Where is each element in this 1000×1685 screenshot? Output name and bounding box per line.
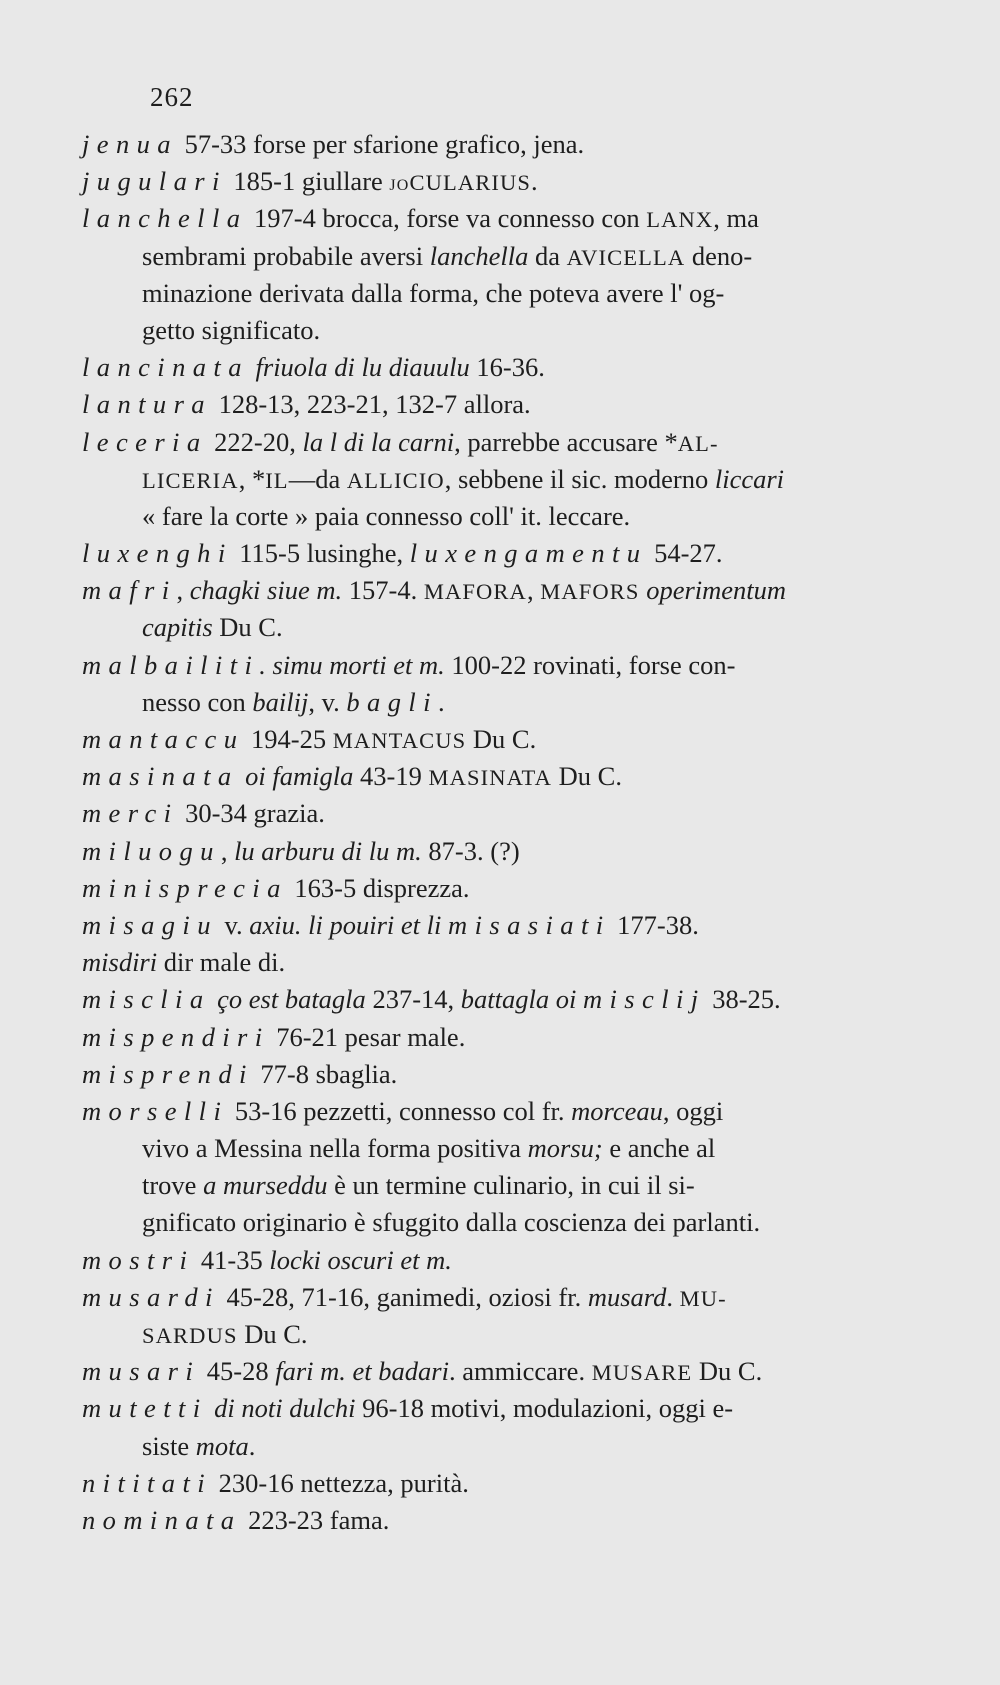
headword: misagiu — [82, 909, 218, 940]
text-run: 45-28, 71-16, ganimedi, oziosi fr. — [219, 1281, 588, 1312]
text-run: , oggi — [662, 1095, 724, 1126]
entry-line — [82, 907, 912, 944]
headword: mostri — [82, 1244, 195, 1275]
italic-text: capitis — [142, 612, 213, 643]
entry-continuation-line — [82, 1130, 912, 1167]
headword: jenua — [82, 129, 178, 159]
text-run: 38-25. — [705, 984, 781, 1015]
entry-line — [82, 163, 912, 200]
small-caps-text: AL- — [677, 430, 719, 456]
italic-text: bailij — [252, 686, 309, 717]
headword: nominata — [82, 1504, 242, 1535]
small-caps-text: MU- — [679, 1285, 727, 1311]
text-run: . — [666, 1281, 680, 1312]
italic-text: morceau — [571, 1095, 663, 1126]
headword: mispendiri — [82, 1021, 270, 1052]
text-run: 237-14, — [365, 984, 461, 1015]
entry-line — [82, 1390, 912, 1427]
entry-line — [82, 1353, 912, 1390]
entry-line — [82, 535, 912, 572]
italic-text: friuola di lu diauulu — [248, 352, 470, 383]
text-run: 115-5 lusinghe, — [232, 538, 410, 569]
headword: jugulari — [82, 166, 227, 197]
entry-continuation-line — [82, 275, 912, 312]
headword: misclia — [82, 984, 211, 1015]
italic-text: lanchella — [429, 240, 529, 271]
text-run: . ammiccare. — [448, 1356, 592, 1387]
text-run: 30-34 grazia. — [178, 798, 325, 829]
headword: luxenghi — [82, 538, 233, 569]
text-run: , — [220, 835, 235, 866]
small-caps-text: MUSARE — [591, 1360, 693, 1386]
small-caps-text: SARDUS — [142, 1323, 238, 1348]
headword: leceria — [82, 426, 208, 457]
text-run: da — [528, 240, 567, 271]
headword: musari — [82, 1356, 201, 1387]
italic-text: mota — [195, 1430, 249, 1461]
entry-line — [82, 1279, 912, 1316]
entry-line — [82, 833, 912, 870]
entry-line — [82, 758, 912, 795]
page-number: 262 — [150, 82, 194, 112]
text-run: 53-16 pezzetti, connesso col fr. — [228, 1095, 572, 1126]
headword: merci — [82, 798, 179, 829]
small-caps-text: LANX — [646, 207, 714, 233]
small-caps-text: MAFORA — [423, 579, 527, 605]
italic-text: . simu morti et m. — [259, 649, 445, 680]
text-run: 185-1 giullare — [226, 166, 390, 197]
italic-text: chagki siue m. — [189, 575, 343, 606]
headword: malbailiti — [82, 649, 260, 680]
headword: bagli — [346, 686, 438, 717]
small-caps-text: MANTACUS — [332, 728, 467, 753]
entry-continuation-line — [82, 1204, 912, 1241]
headword: masinata — [82, 761, 239, 792]
small-caps-text: IL — [265, 467, 289, 493]
text-run: , — [176, 575, 190, 606]
text-run: 197-4 brocca, forse va connesso con — [247, 203, 647, 234]
text-run: vivo a Messina nella forma positiva — [142, 1133, 528, 1164]
headword: lantura — [82, 389, 212, 420]
italic-text: di noti dulchi — [207, 1393, 356, 1424]
glossary-entries — [82, 126, 912, 1539]
entry-line — [82, 572, 912, 609]
entry-line — [82, 200, 912, 237]
entry-continuation-line — [82, 1316, 912, 1353]
text-run: deno- — [685, 240, 753, 271]
headword: luxengamentu — [409, 538, 648, 569]
entry-line — [82, 944, 912, 981]
text-run: Du C. — [466, 724, 537, 754]
text-run: 41-35 — [194, 1244, 270, 1275]
text-run: 163-5 disprezza. — [287, 872, 470, 903]
text-run: . — [531, 166, 538, 197]
text-run: sembrami probabile aversi — [142, 240, 430, 271]
headword: miluogu — [82, 835, 221, 866]
text-run: Du C. — [552, 761, 622, 792]
text-run: 194-25 — [244, 724, 333, 754]
text-run: gnificato originario è sfuggito dalla coscienza dei parlanti. — [142, 1207, 761, 1238]
text-run: getto significato. — [142, 314, 321, 345]
italic-text: oi famigla — [238, 761, 354, 792]
text-run: 76-21 pesar male. — [269, 1021, 466, 1052]
text-run: dir male di. — [157, 947, 286, 978]
text-run: 57-33 forse per sfarione grafico, jena. — [177, 129, 585, 159]
italic-text: liccari — [714, 463, 785, 494]
text-run: e anche al — [602, 1133, 716, 1164]
entry-line — [82, 386, 912, 423]
text-run: 87-3. (?) — [421, 835, 520, 866]
entry-line — [82, 647, 912, 684]
text-run: 45-28 — [200, 1356, 276, 1387]
headword: misasiati — [448, 909, 611, 940]
entry-line — [82, 126, 912, 163]
entry-line — [82, 1242, 912, 1279]
text-run: 43-19 — [353, 761, 429, 792]
italic-text: misdiri — [82, 947, 158, 978]
headword: lanchella — [82, 203, 248, 234]
entry-line — [82, 1502, 912, 1539]
italic-text: axiu. li pouiri et li — [249, 909, 442, 940]
entry-line — [82, 870, 912, 907]
text-run: , sebbene il sic. moderno — [444, 463, 715, 494]
entry-continuation-line — [82, 1428, 912, 1465]
headword: musardi — [82, 1281, 220, 1312]
entry-continuation-line — [82, 461, 912, 498]
text-run: minazione derivata dalla forma, che poteva avere l' og- — [142, 277, 725, 308]
text-run: . — [437, 686, 445, 717]
headword: mutetti — [82, 1393, 208, 1424]
text-run — [576, 984, 583, 1014]
text-run: , * — [238, 463, 266, 494]
entry-line — [82, 1019, 912, 1056]
text-run: 230-16 nettezza, purità. — [212, 1467, 469, 1498]
text-run: Du C. — [212, 612, 283, 643]
text-run: 223-23 fama. — [241, 1504, 390, 1535]
text-run: « fare la corte » paia connesso coll' it. leccare. — [142, 500, 631, 531]
italic-text: battagla oi — [460, 984, 577, 1015]
text-run: nesso con — [142, 686, 253, 717]
text-run: , — [526, 575, 541, 606]
small-caps-text: joCULARIUS — [389, 170, 532, 196]
entry-line — [82, 349, 912, 386]
entry-line — [82, 795, 912, 832]
entry-continuation-line — [82, 684, 912, 721]
text-run: è un termine culinario, in cui il si- — [327, 1170, 695, 1201]
small-caps-text: MAFORS — [540, 579, 640, 605]
text-run: 177-38. — [610, 909, 699, 940]
italic-text: ço est batagla — [210, 984, 366, 1015]
italic-text: fari m. et badari — [275, 1356, 449, 1387]
text-run: siste — [142, 1430, 196, 1461]
headword: morselli — [82, 1095, 229, 1126]
text-run: 54-27. — [647, 538, 723, 569]
text-run: trove — [142, 1170, 204, 1201]
text-run: . — [248, 1430, 256, 1461]
headword: misclij — [582, 984, 706, 1015]
italic-text: musard — [587, 1281, 667, 1312]
entry-continuation-line — [82, 1167, 912, 1204]
entry-line — [82, 721, 912, 758]
text-run: 77-8 sbaglia. — [253, 1058, 398, 1089]
text-run: Du C. — [237, 1319, 308, 1349]
headword: misprendi — [82, 1058, 254, 1089]
small-caps-text: ALLICIO — [346, 467, 445, 493]
text-run: 96-18 motivi, modulazioni, oggi e- — [355, 1393, 734, 1424]
entry-continuation-line — [82, 238, 912, 275]
entry-continuation-line — [82, 498, 912, 535]
entry-line — [82, 1465, 912, 1502]
italic-text: lu arburu di lu m. — [234, 835, 422, 866]
headword: minisprecia — [82, 872, 288, 903]
text-run: , v. — [308, 686, 347, 717]
italic-text: a murseddu — [203, 1170, 328, 1201]
small-caps-text: LICERIA — [142, 467, 239, 493]
text-run: v. — [217, 909, 250, 940]
text-run: , ma — [713, 203, 759, 234]
entry-continuation-line — [82, 312, 912, 349]
text-run: 157-4. — [342, 575, 424, 606]
text-run: 222-20, — [207, 426, 303, 457]
entry-line — [82, 424, 912, 461]
text-run: 128-13, 223-21, 132-7 allora. — [211, 389, 531, 420]
small-caps-text: MASINATA — [428, 765, 553, 791]
headword: lancinata — [82, 352, 249, 383]
italic-text: la l di la carni — [302, 426, 455, 457]
italic-text: morsu; — [527, 1133, 603, 1164]
italic-text: operimentum — [646, 575, 787, 606]
text-run: —da — [288, 463, 347, 494]
entry-line — [82, 1056, 912, 1093]
small-caps-text: AVICELLA — [566, 244, 686, 270]
headword: nititati — [82, 1467, 213, 1498]
text-run: , parrebbe accusare * — [454, 426, 678, 457]
italic-text: locki oscuri et m. — [269, 1244, 452, 1275]
text-run: Du C. — [692, 1356, 763, 1387]
headword: mantaccu — [82, 724, 245, 754]
text-run: 16-36. — [469, 352, 545, 383]
entry-line — [82, 1093, 912, 1130]
text-run: 100-22 rovinati, forse con- — [444, 649, 736, 680]
entry-continuation-line — [82, 609, 912, 646]
entry-line — [82, 981, 912, 1018]
headword: mafri — [82, 575, 177, 606]
